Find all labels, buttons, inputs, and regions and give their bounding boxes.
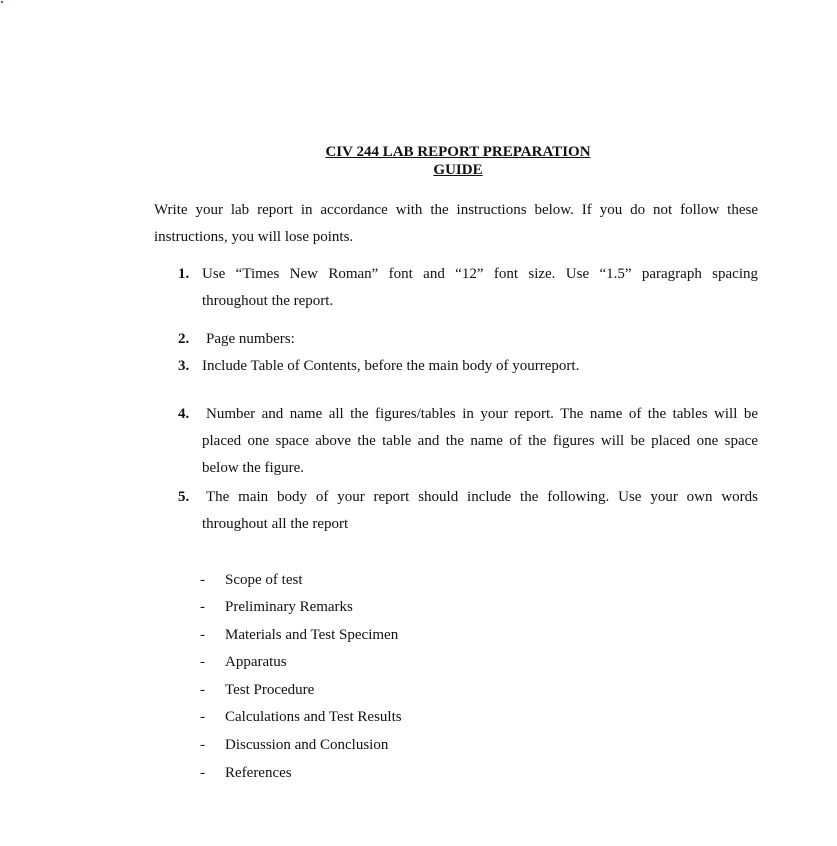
list-item-text [202,484,758,538]
section-label: Test Procedure [225,682,315,698]
dash-bullet: - [200,599,205,615]
section-label: Calculations and Test Results [225,709,402,725]
list-item-text [202,261,758,315]
dash-bullet: - [200,627,205,643]
dash-bullet: - [200,709,205,725]
list-item-line: throughout all the report [202,516,349,532]
list-item-line: Page numbers: [206,331,295,347]
list-item-line: below the figure. [202,460,305,476]
list-item-line: The main body of your report should include the following. Use your own words [206,489,758,505]
dash-bullet: - [200,682,205,698]
list-number: 2. [178,331,190,347]
list-item-text [202,353,758,380]
intro-line: instructions, you will lose points. [154,229,354,245]
section-label: References [225,765,292,781]
intro-paragraph [154,197,758,251]
section-label: Apparatus [225,654,287,670]
list-item-line: Include Table of Contents, before the main body of yourreport. [202,358,580,374]
list-item-text [206,326,762,353]
dash-bullet: - [200,737,205,753]
document-title: CIV 244 LAB REPORT PREPARATION [325,144,591,160]
section-label: Preliminary Remarks [225,599,353,615]
section-label: Discussion and Conclusion [225,737,389,753]
document-title-continued: GUIDE [433,162,483,178]
corner-marker [1,1,3,3]
dash-bullet: - [200,765,205,781]
section-label: Scope of test [225,572,303,588]
dash-bullet: - [200,654,205,670]
list-number: 1. [178,266,190,282]
intro-line: Write your lab report in accordance with the instructions below. If you do not follow these [154,202,758,218]
list-item-line: Number and name all the figures/tables in your report. The name of the tables will be [206,406,758,422]
list-item-text [202,401,758,482]
section-label: Materials and Test Specimen [225,627,399,643]
list-number: 3. [178,358,190,374]
list-item-line: Use “Times New Roman” font and “12” font size. Use “1.5” paragraph spacing [202,266,758,282]
list-number: 5. [178,489,190,505]
list-item-line: throughout the report. [202,293,334,309]
dash-bullet: - [200,572,205,588]
list-number: 4. [178,406,190,422]
list-item-line: placed one space above the table and the name of the figures will be placed one space [202,433,758,449]
